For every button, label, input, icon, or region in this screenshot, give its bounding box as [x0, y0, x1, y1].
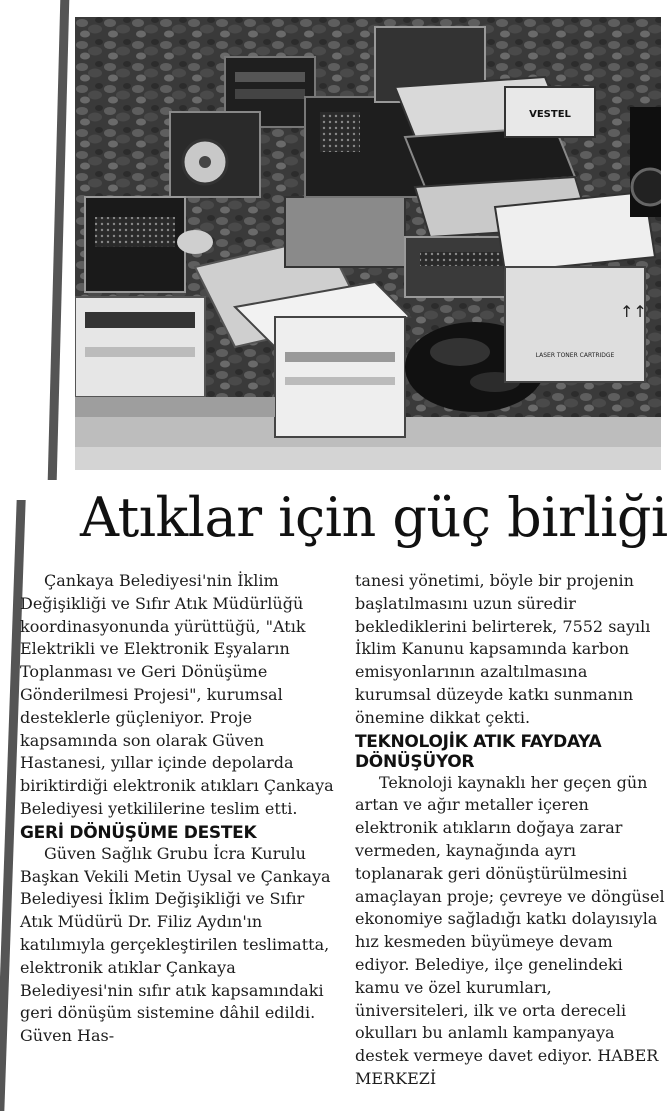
- article-photo: [75, 17, 661, 470]
- article-column-left: [20, 570, 335, 1048]
- box-label-toner: LASER TONER CARTRIDGE: [535, 352, 615, 359]
- subhead-tech-waste: TEKNOLOJİK ATIK FAYDAYA DÖNÜŞÜYOR: [355, 731, 602, 772]
- article-column-right: [355, 570, 665, 1091]
- gutter-rule-upper: [48, 0, 70, 480]
- svg-text:↑↑: ↑↑: [620, 302, 647, 321]
- subhead-recycling-support: GERİ DÖNÜŞÜME DESTEK: [20, 822, 257, 843]
- box-label-vestel: VESTEL: [529, 109, 571, 120]
- paragraph-intro: Çankaya Belediyesi'nin İklim Değişikliği ve Sıfır Atık Müdürlüğü koordinasyonunda yürüttüğü, "Atık Elektrikli ve Elektronik Eşyaların Toplanması ve Geri Dönüşüme Gönderilmesi Projesi", kurumsal desteklerle güçleniyor. Proje kapsamında son olarak Güven Hastanesi, yıllar içinde depolarda biriktirdiği elektronik atıkları Çankaya Belediyesi yetkililerine teslim etti.: [20, 571, 334, 818]
- paragraph-project-growth: Teknoloji kaynaklı her geçen gün artan ve ağır metaller içeren elektronik atıkların doğaya zarar vermeden, kaynağında ayrı toplanarak geri dönüştürülmesini amaçlayan proje; çevreye ve döngüsel ekonomiye sağladığı katkı dolayısıyla hız kesmeden büyümeye devam ediyor. Belediye, ilçe genelindeki kamu ve özel kurumları, üniversiteleri, ilk ve orta dereceli okulları bu anlamlı kampanyaya destek vermeye davet ediyor. HABER MERKEZİ: [355, 772, 665, 1088]
- headline: Atıklar için güç birliği: [80, 486, 668, 549]
- paragraph-delivery: Güven Sağlık Grubu İcra Kurulu Başkan Vekili Metin Uysal ve Çankaya Belediyesi İklim Değişikliği ve Sıfır Atık Müdürü Dr. Filiz Aydın'ın katılımıyla gerçekleştirilen teslimatta, elektronik atıklar Çankaya Belediyesi'nin sıfır atık kapsamındaki geri dönüşüm sistemine dâhil edildi. Güven Has-: [20, 843, 331, 1046]
- paragraph-hospital-statement: tanesi yönetimi, böyle bir projenin başlatılmasını uzun süredir beklediklerini belirterek, 7552 sayılı İklim Kanunu kapsamında karbon emisyonlarının azaltılmasına kurumsal düzeyde katkı sunmanın önemine dikkat çekti.: [355, 571, 651, 727]
